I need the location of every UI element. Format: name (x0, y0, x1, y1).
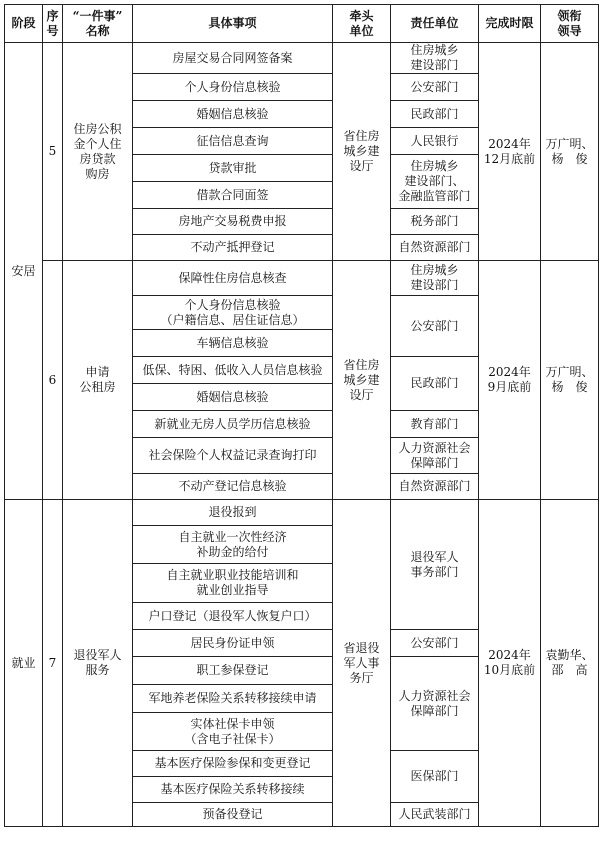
resp-unit-cell: 人民银行 (391, 128, 479, 155)
item-name-cell: 住房公积 金个人住 房贷款 购房 (63, 43, 133, 261)
item-name-cell: 退役军人 服务 (63, 500, 133, 827)
task-cell: 个人身份信息核验 (133, 74, 333, 101)
task-cell: 自主就业职业技能培训和 就业创业指导 (133, 564, 333, 603)
resp-unit-cell: 住房城乡 建设部门、 金融监管部门 (391, 155, 479, 209)
task-cell: 个人身份信息核验 （户籍信息、居住证信息） (133, 296, 333, 330)
task-cell: 军地养老保险关系转移接续申请 (133, 685, 333, 713)
table-row (5, 261, 599, 296)
header-leader: 领衔 领导 (541, 5, 599, 43)
stage-cell: 就业 (5, 500, 43, 827)
item-name-cell: 申请 公租房 (63, 261, 133, 500)
resp-unit-cell: 人力资源社会 保障部门 (391, 657, 479, 751)
lead-unit-cell: 省住房 城乡建 设厅 (333, 261, 391, 500)
task-cell: 基本医疗保险关系转移接续 (133, 777, 333, 803)
stage-cell: 安居 (5, 43, 43, 500)
lead-unit-cell: 省退役 军人事 务厅 (333, 500, 391, 827)
header-resp: 责任单位 (391, 5, 479, 43)
header-lead: 牵头 单位 (333, 5, 391, 43)
task-cell: 户口登记（退役军人恢复户口） (133, 603, 333, 630)
resp-unit-cell: 公安部门 (391, 630, 479, 657)
deadline-cell: 2024年 9月底前 (479, 261, 541, 500)
deadline-cell: 2024年 12月底前 (479, 43, 541, 261)
task-cell: 车辆信息核验 (133, 330, 333, 357)
resp-unit-cell: 税务部门 (391, 209, 479, 235)
task-cell: 贷款审批 (133, 155, 333, 182)
task-cell: 社会保险个人权益记录查询打印 (133, 438, 333, 474)
task-cell: 实体社保卡申领 （含电子社保卡） (133, 713, 333, 751)
task-cell: 退役报到 (133, 500, 333, 526)
task-cell: 基本医疗保险参保和变更登记 (133, 751, 333, 777)
resp-unit-cell: 医保部门 (391, 751, 479, 803)
resp-unit-cell: 民政部门 (391, 101, 479, 128)
resp-unit-cell: 教育部门 (391, 411, 479, 438)
task-cell: 房屋交易合同网签备案 (133, 43, 333, 74)
resp-unit-cell: 人民武装部门 (391, 803, 479, 827)
leader-cell: 万广明、 杨 俊 (541, 261, 599, 500)
header-stage: 阶段 (5, 5, 43, 43)
resp-unit-cell: 住房城乡 建设部门 (391, 261, 479, 296)
seq-cell: 5 (43, 43, 63, 261)
task-cell: 保障性住房信息核查 (133, 261, 333, 296)
resp-unit-cell: 民政部门 (391, 357, 479, 411)
lead-unit-cell: 省住房 城乡建 设厅 (333, 43, 391, 261)
resp-unit-cell: 公安部门 (391, 74, 479, 101)
task-cell: 低保、特困、低收入人员信息核验 (133, 357, 333, 384)
header-items: 具体事项 (133, 5, 333, 43)
task-table (4, 4, 599, 827)
table-row (5, 43, 599, 74)
task-cell: 房地产交易税费申报 (133, 209, 333, 235)
task-cell: 征信信息查询 (133, 128, 333, 155)
task-cell: 不动产登记信息核验 (133, 474, 333, 500)
task-cell: 居民身份证申领 (133, 630, 333, 657)
task-cell: 婚姻信息核验 (133, 384, 333, 411)
leader-cell: 袁勤华、 邵 高 (541, 500, 599, 827)
table-row (5, 500, 599, 526)
header-row (5, 5, 599, 43)
task-cell: 婚姻信息核验 (133, 101, 333, 128)
task-cell: 自主就业一次性经济 补助金的给付 (133, 526, 333, 564)
task-cell: 新就业无房人员学历信息核验 (133, 411, 333, 438)
deadline-cell: 2024年 10月底前 (479, 500, 541, 827)
task-cell: 不动产抵押登记 (133, 235, 333, 261)
task-cell: 预备役登记 (133, 803, 333, 827)
resp-unit-cell: 自然资源部门 (391, 474, 479, 500)
seq-cell: 6 (43, 261, 63, 500)
resp-unit-cell: 自然资源部门 (391, 235, 479, 261)
resp-unit-cell: 住房城乡 建设部门 (391, 43, 479, 74)
resp-unit-cell: 公安部门 (391, 296, 479, 357)
header-seq: 序 号 (43, 5, 63, 43)
seq-cell: 7 (43, 500, 63, 827)
task-cell: 借款合同面签 (133, 182, 333, 209)
resp-unit-cell: 人力资源社会 保障部门 (391, 438, 479, 474)
header-name: “一件事” 名称 (63, 5, 133, 43)
leader-cell: 万广明、 杨 俊 (541, 43, 599, 261)
header-deadline: 完成时限 (479, 5, 541, 43)
task-cell: 职工参保登记 (133, 657, 333, 685)
resp-unit-cell: 退役军人 事务部门 (391, 500, 479, 630)
